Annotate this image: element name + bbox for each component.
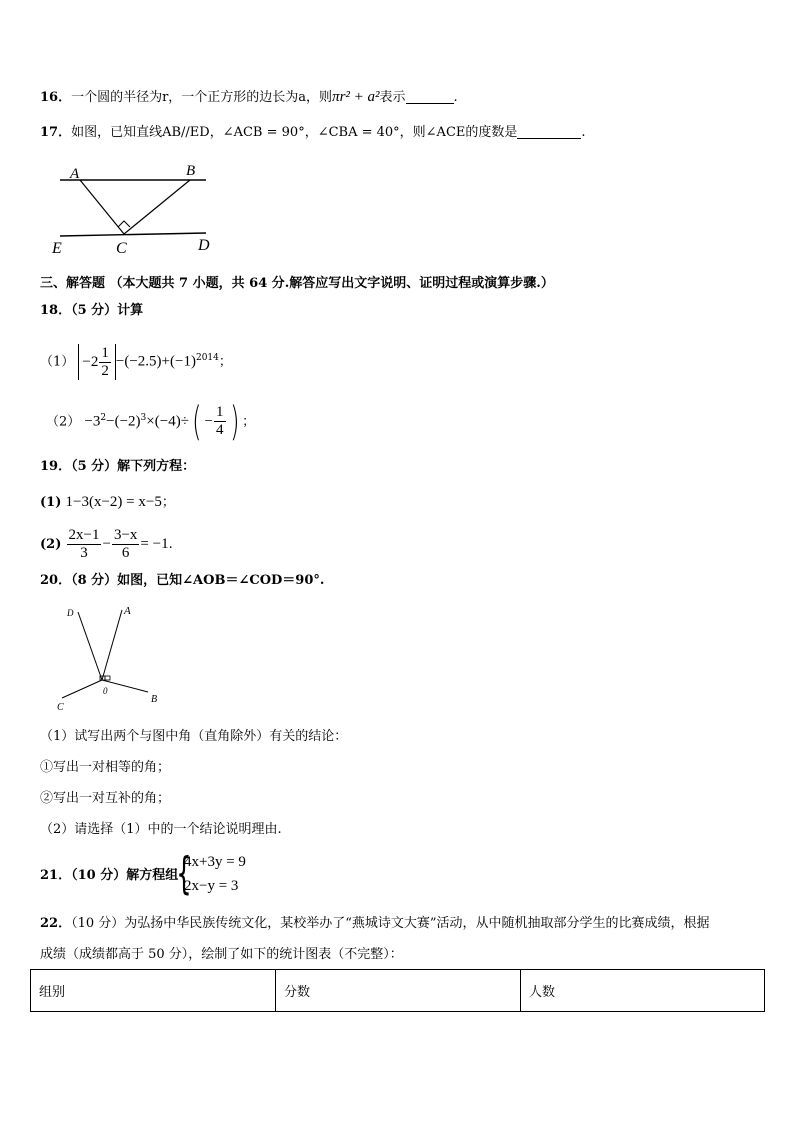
q19-part-1: (1) 1−3(x−2) = x−5； (40, 494, 175, 510)
label-c: C (57, 702, 64, 710)
answer-blank[interactable] (517, 124, 581, 139)
segment-bc (124, 180, 190, 234)
question-text-tail: 表示 (379, 90, 406, 105)
header-count: 人数 (521, 970, 765, 1012)
system-brace: { (176, 848, 192, 899)
absolute-value: −2 $\frac{1}{2}$ (78, 344, 115, 380)
q20-sub-4: （2）请选择（1）中的一个结论说明理由. (40, 822, 282, 837)
ray-oa (102, 610, 122, 680)
question-22-line-2: 成绩（成绩都高于 50 分），绘制了如下的统计图表（不完整）： (40, 947, 403, 962)
system-equation-1: 4x+3y = 9 (184, 854, 246, 870)
q17-figure (44, 160, 224, 260)
question-text: 如图，已知直线AB//ED，∠ACB = 90°，∠CBA = 40°，则∠ACE的度数是 (71, 125, 518, 140)
ray-ob (102, 680, 148, 692)
question-17: 17．如图，已知直线AB//ED，∠ACB = 90°，∠CBA = 40°，则∠ACE的度数是 . (40, 125, 586, 140)
question-16: 16．一个圆的半径为r，一个正方形的边长为a，则πr² + a²表示 . (40, 89, 458, 105)
q20-sub-1: （1）试写出两个与图中角（直角除外）有关的结论： (40, 729, 348, 744)
line-ed (60, 233, 206, 236)
label-b: B (186, 163, 196, 179)
label-d: D (198, 237, 210, 254)
label-d: D (67, 608, 74, 618)
right-angle-mark (105, 676, 110, 680)
label-a: A (70, 166, 80, 182)
question-number: 16． (40, 90, 72, 105)
question-21: 21．（10 分）解方程组 (40, 868, 179, 883)
part-label: （2） (46, 414, 81, 430)
question-text: 一个圆的半径为r，一个正方形的边长为a，则 (71, 90, 333, 105)
q20-sub-3: ②写出一对互补的角； (40, 791, 171, 806)
math-expression: πr² + a² (332, 89, 380, 105)
question-20: 20．（8 分）如图，已知∠AOB＝∠COD＝90°. (40, 573, 325, 588)
q19-part-2: (2) $\frac{2x-1}{3}$ − $\frac{3-x}{6}$ = −1. (40, 527, 173, 561)
ray-od (78, 612, 102, 680)
answer-blank[interactable] (406, 89, 454, 104)
question-19: 19．（5 分）解下列方程： (40, 459, 196, 474)
q18-part-1: （1） −2 $\frac{1}{2}$ $-(-2.5)+(-1)^{2014}$； (40, 344, 232, 379)
table-header-row (31, 970, 765, 1012)
label-a: A (124, 605, 131, 617)
question-number: 17． (40, 125, 72, 140)
q18-part-2: $(2) -3^2-(-2)^3\times(-4)\div$( − $\frac{1}{4}$ ) ； (46, 398, 256, 445)
statistics-table (30, 969, 765, 1012)
right-angle-mark (118, 221, 130, 227)
label-b: B (151, 694, 158, 705)
header-group: 组别 (31, 970, 276, 1012)
segment-ac (80, 180, 124, 234)
q20-sub-2: ①写出一对相等的角； (40, 760, 171, 775)
section-header: 三、解答题 （本大题共 7 小题，共 64 分.解答应写出文字说明、证明过程或演算步骤.） (40, 276, 554, 291)
question-18: 18．（5 分）计算 (40, 303, 144, 318)
label-c: C (116, 240, 127, 257)
ray-oc (62, 680, 102, 698)
system-equation-2: 2x−y = 3 (184, 878, 239, 894)
label-o: 0 (103, 686, 108, 696)
question-22: 22．（10 分）为弘扬中华民族传统文化，某校举办了“燕城诗文大赛”活动，从中随机抽取部分学生的比赛成绩，根据 (40, 916, 710, 931)
label-e: E (52, 240, 62, 257)
header-score: 分数 (276, 970, 521, 1012)
q20-figure (50, 600, 180, 710)
part-label: （1） (40, 354, 75, 370)
